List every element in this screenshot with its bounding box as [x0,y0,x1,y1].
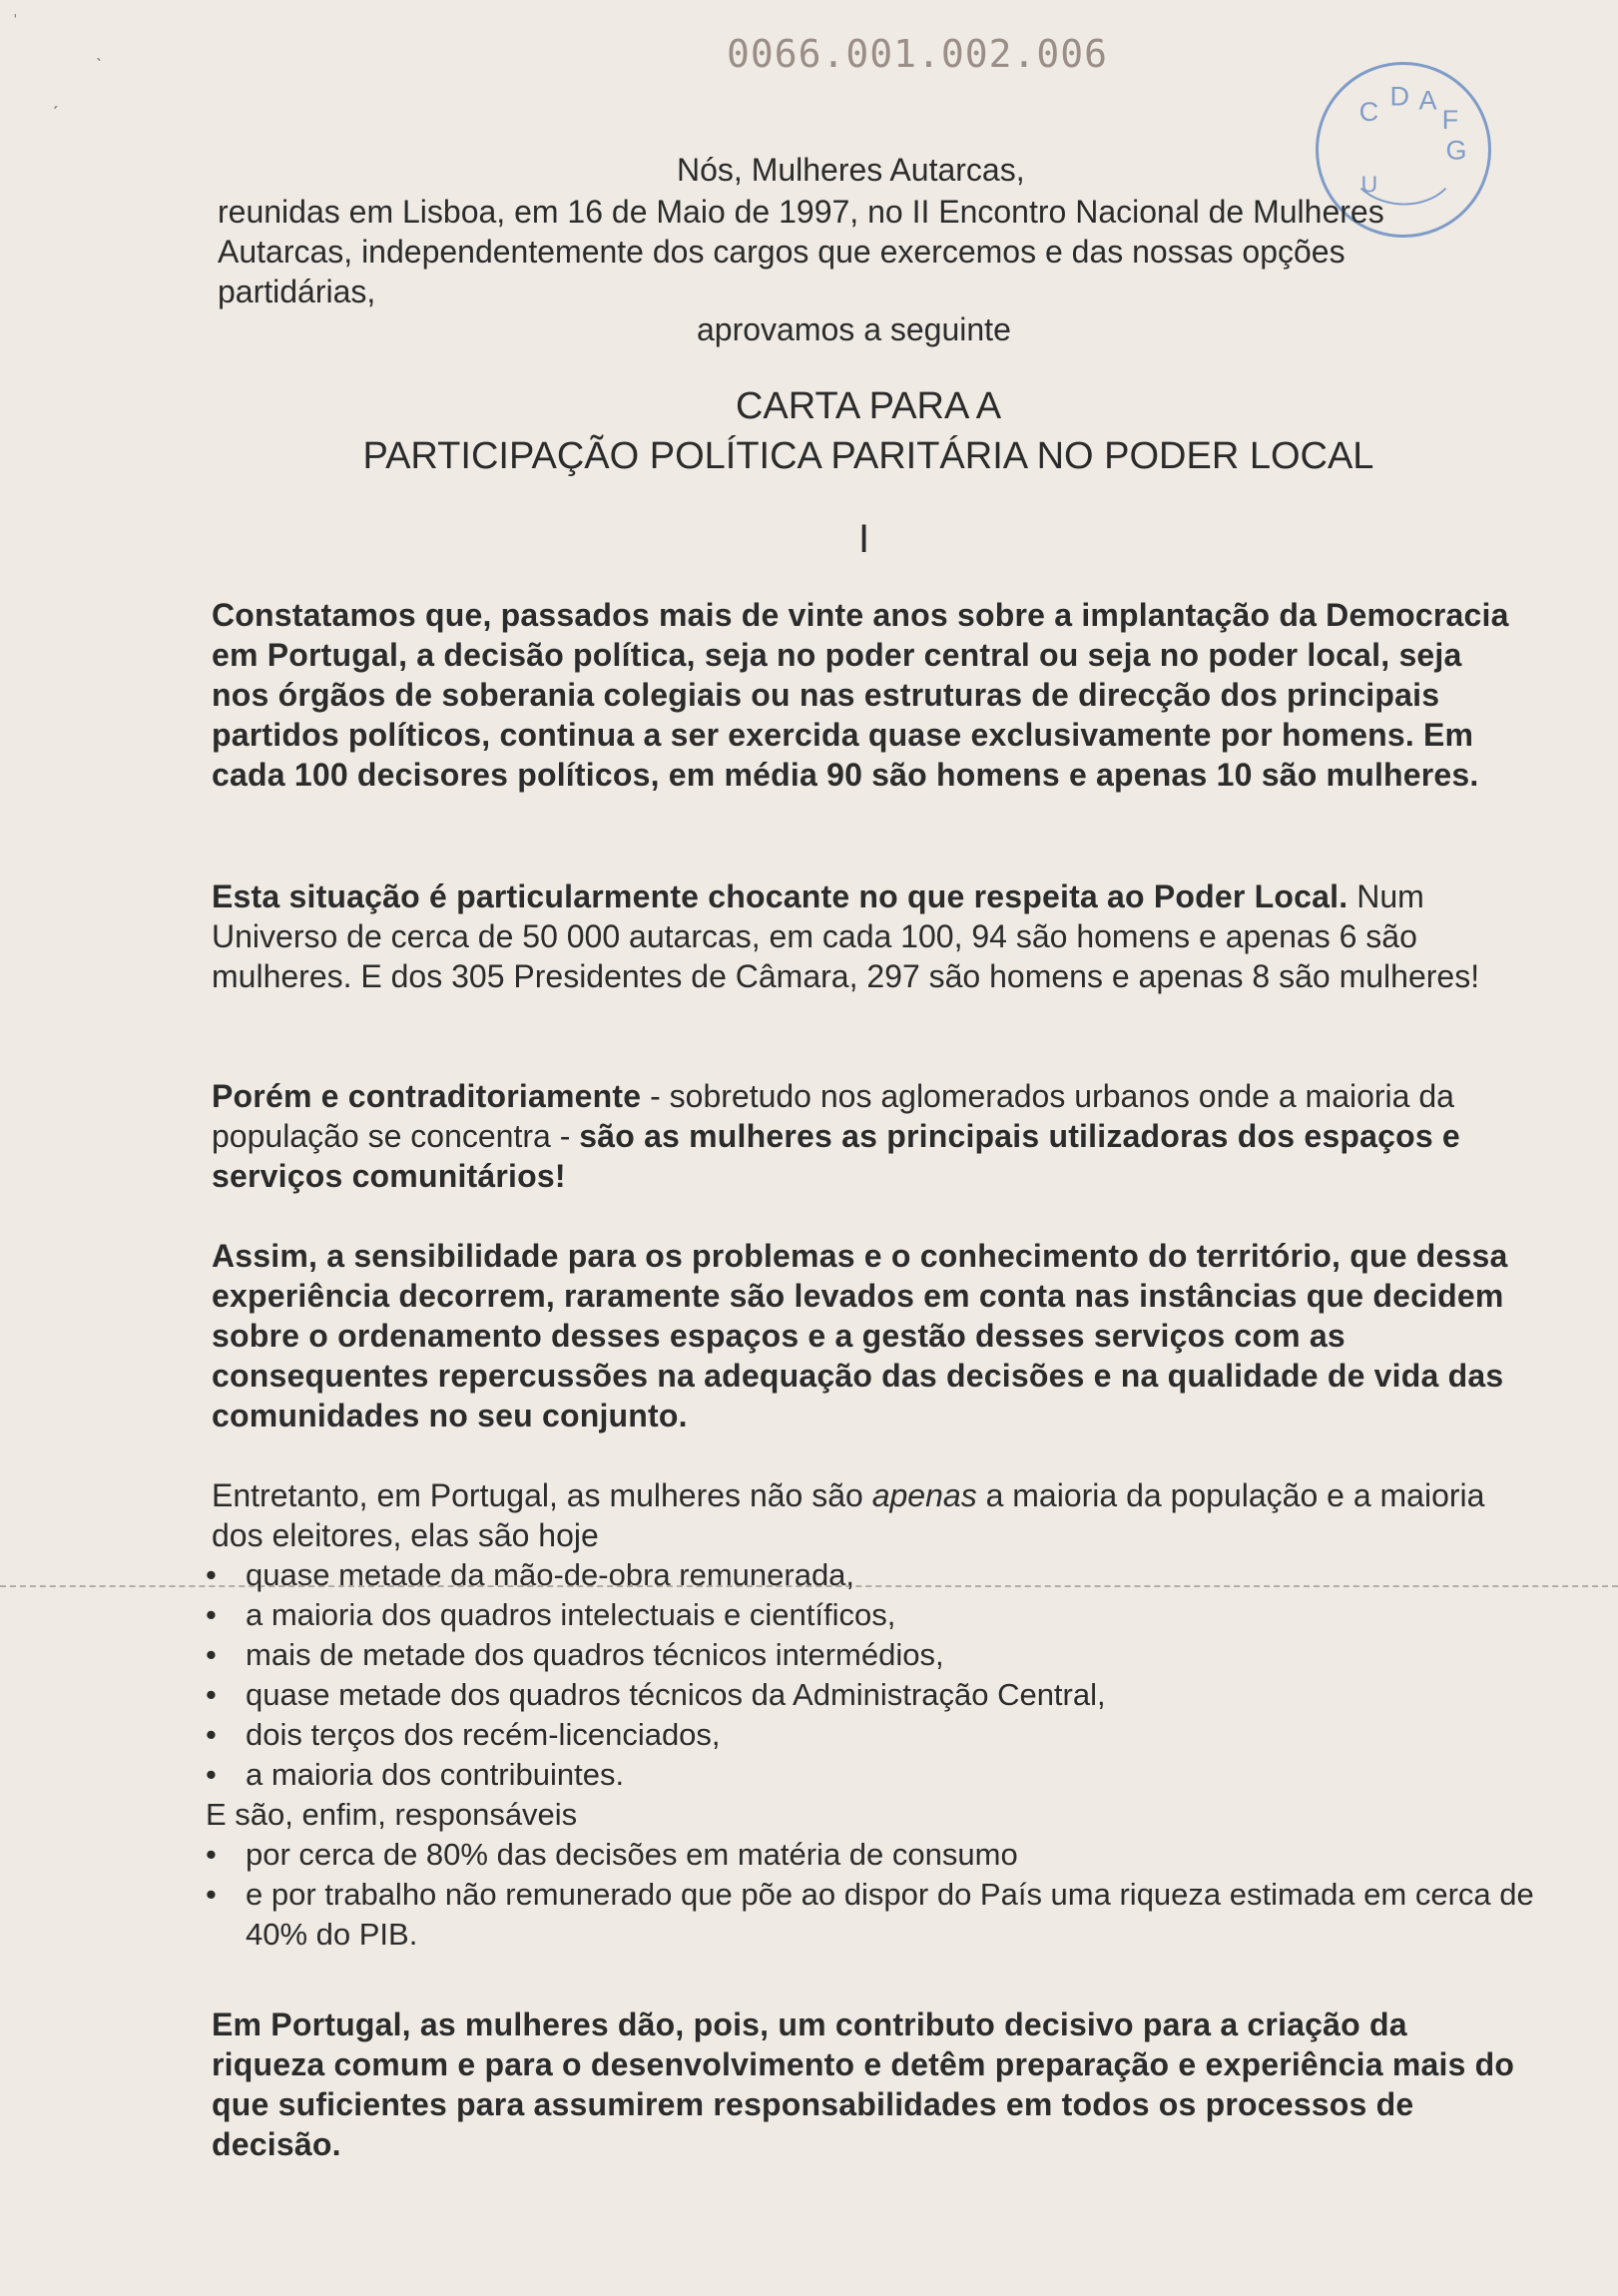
today-list [206,1555,1543,1795]
stamp-letter: F [1441,104,1459,135]
stray-mark: ˎ [96,40,103,62]
approval-line: aprovamos a seguinte [697,311,1011,347]
list-item: • a maioria dos quadros intelectuais e científicos, [206,1595,1543,1635]
intro-greeting: Nós, Mulheres Autarcas, [677,152,1025,188]
section-number: I [858,517,870,561]
paragraph-2 [212,876,1519,996]
stamp-letter: C [1358,97,1379,128]
paragraph-5 [212,1475,1519,1555]
title-line-1: CARTA PARA A [735,385,1002,427]
intro-line: partidárias, [218,274,376,309]
paragraph-5-end: a maioria da população e a maioria dos eleitores, elas são hoje [212,1477,1485,1553]
list-item: • quase metade da mão-de-obra remunerada, [206,1555,1543,1595]
list-item: • a maioria dos contribuintes. [206,1755,1543,1795]
list-item: • quase metade dos quadros técnicos da Administração Central, [206,1675,1543,1715]
stamp-letter: U [1360,171,1378,198]
responsible-list [206,1835,1543,1955]
paragraph-3-lead: Porém e contraditoriamente [212,1078,642,1114]
paragraph-5-emphasis: apenas [871,1477,977,1513]
paragraph-3-middle: - sobretudo nos aglomerados urbanos onde a maioria da população se concentra - [212,1078,1454,1154]
archive-code: 0066.001.002.006 [727,32,1109,76]
stray-mark: ˏ [52,88,59,110]
paragraph-3-emphasis: são as mulheres as principais utilizadoras dos espaços e serviços comunitários! [212,1118,1460,1194]
paragraph-6: Em Portugal, as mulheres dão, pois, um contributo decisivo para a criação da riqueza comum e para o desenvolvimento e detêm preparação e experiência mais do que suficientes para assumirem responsabilidades em todos os processos de decisão. [212,2007,1515,2162]
intro-line: Autarcas, independentemente dos cargos que exercemos e das nossas opções [218,234,1346,270]
intro-line: reunidas em Lisboa, em 16 de Maio de 1997, no II Encontro Nacional de Mulheres [218,194,1384,230]
paragraph-2-emphasis: Esta situação é particularmente chocante no que respeita ao Poder Local. [212,878,1348,914]
list-item: • e por trabalho não remunerado que põe ao dispor do País uma riqueza estimada em cerca de 40% do PIB. [206,1875,1543,1955]
stamp-letter: D [1389,81,1410,112]
paragraph-3 [212,1076,1519,1196]
document-title [240,381,1497,481]
list-item: • por cerca de 80% das decisões em matéria de consumo [206,1835,1543,1875]
list-item: • dois terços dos recém-licenciados, [206,1715,1543,1755]
stray-mark: ˈ [12,12,19,34]
paragraph-2-rest: Num Universo de cerca de 50 000 autarcas, em cada 100, 94 são homens e apenas 6 são mulheres. E dos 305 Presidentes de Câmara, 297 são homens e apenas 8 são mulheres! [212,878,1480,994]
paragraph-5-start: Entretanto, em Portugal, as mulheres não são [212,1477,872,1513]
stamp-letter: G [1445,135,1467,166]
stamp-letter: A [1418,85,1437,116]
intro-lines [218,192,1535,311]
responsible-intro: E são, enfim, responsáveis [206,1797,578,1832]
paragraph-4: Assim, a sensibilidade para os problemas e o conhecimento do território, que dessa experiência decorrem, raramente são levados em conta nas instâncias que decidem sobre o ordenamento desses espaços e a gestão desses serviços com as consequentes repercussões na adequação das decisões e na qualidade de vida das comunidades no seu conjunto. [212,1238,1508,1434]
title-line-2: PARTICIPAÇÃO POLÍTICA PARITÁRIA NO PODER LOCAL [362,435,1374,477]
list-item: • mais de metade dos quadros técnicos intermédios, [206,1635,1543,1675]
paragraph-1: Constatamos que, passados mais de vinte anos sobre a implantação da Democracia em Portugal, a decisão política, seja no poder central ou seja no poder local, seja nos órgãos de soberania colegiais ou nas estruturas de direcção dos principais partidos políticos, continua a ser exercida quase exclusivamente por homens. Em cada 100 decisores políticos, em média 90 são homens e apenas 10 são mulheres. [212,597,1509,793]
statistics-list-section [206,1555,1543,1955]
